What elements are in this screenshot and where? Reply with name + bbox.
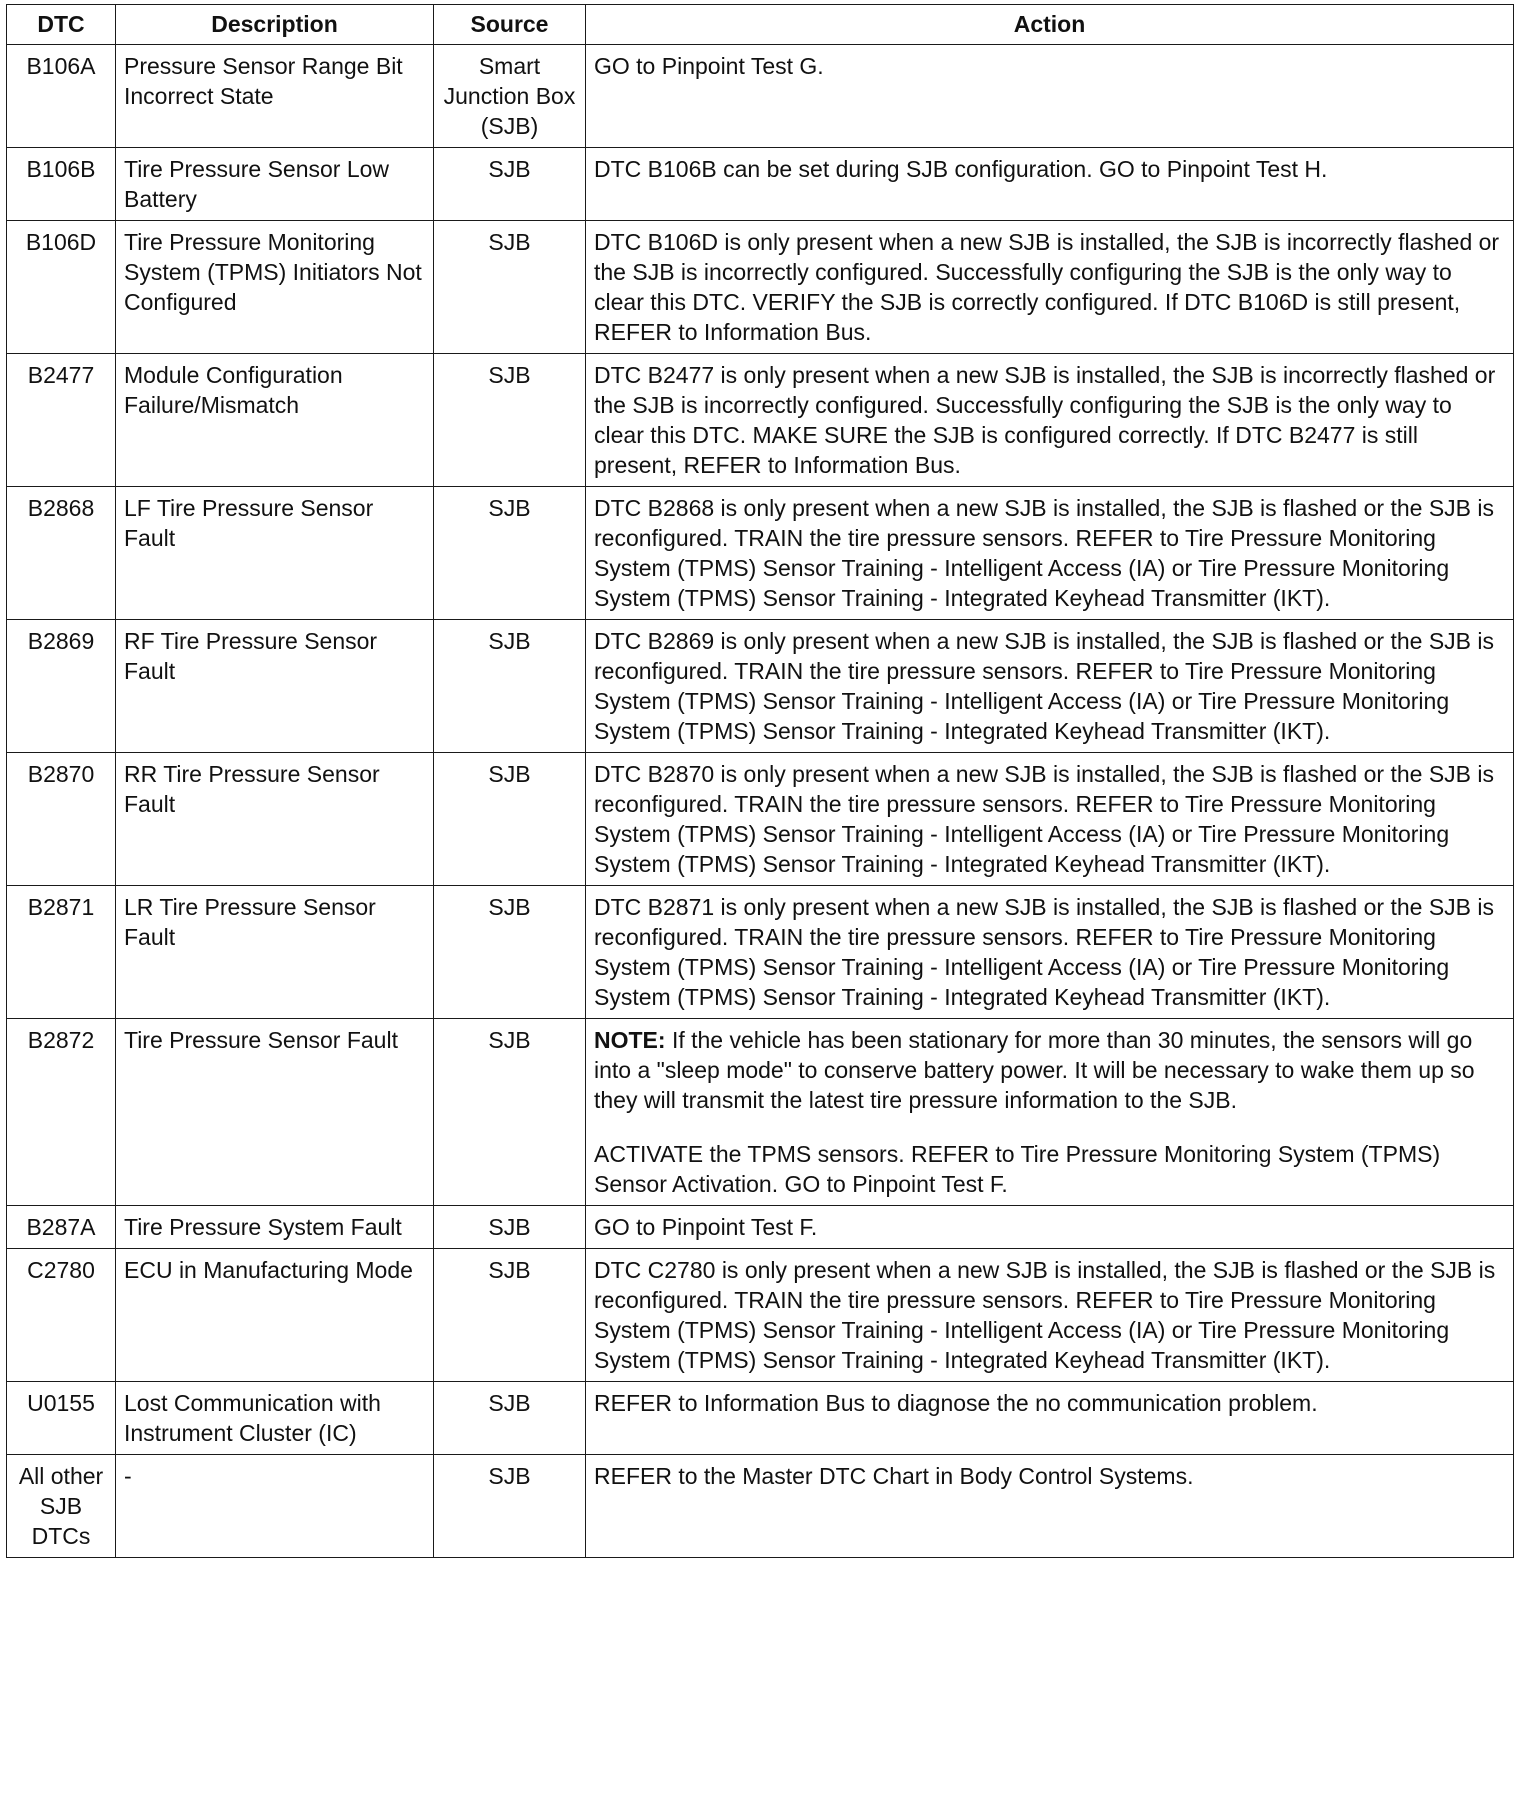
dtc-action: DTC B2868 is only present when a new SJB is installed, the SJB is flashed or the SJB is reconfigured. TRAIN the tire pressure sensors. REFER to Tire Pressure Monitoring System (TPMS) Sensor Training - Intelligent Access (IA) or Tire Pressure Monitoring System (TPMS) Sensor Training - Integrated Keyhead Transmitter (IKT). [586,487,1514,620]
dtc-description: RF Tire Pressure Sensor Fault [116,620,434,753]
dtc-source: SJB [434,753,586,886]
dtc-source: SJB [434,1206,586,1249]
dtc-code: B2871 [7,886,116,1019]
table-row [7,1206,1514,1249]
dtc-code: B106A [7,45,116,148]
dtc-action: REFER to the Master DTC Chart in Body Control Systems. [586,1455,1514,1558]
header-description: Description [116,5,434,45]
table-row [7,886,1514,1019]
dtc-source: SJB [434,1382,586,1455]
note-text: If the vehicle has been stationary for more than 30 minutes, the sensors will go into a "sleep mode" to conserve battery power. It will be necessary to wake them up so they will transmit the latest tire pressure information to the SJB. [594,1027,1475,1113]
dtc-source: SJB [434,487,586,620]
dtc-action: ACTIVATE the TPMS sensors. REFER to Tire Pressure Monitoring System (TPMS) Sensor Activation. GO to Pinpoint Test F. [594,1141,1441,1197]
table-row [7,1382,1514,1455]
dtc-code: B2870 [7,753,116,886]
table-row [7,1455,1514,1558]
dtc-description: Lost Communication with Instrument Cluster (IC) [116,1382,434,1455]
dtc-description: LR Tire Pressure Sensor Fault [116,886,434,1019]
dtc-code: B287A [7,1206,116,1249]
dtc-code: B2869 [7,620,116,753]
table-row [7,354,1514,487]
table-row [7,221,1514,354]
dtc-description: Tire Pressure Sensor Low Battery [116,148,434,221]
dtc-code: B2868 [7,487,116,620]
table-row [7,148,1514,221]
dtc-source: SJB [434,620,586,753]
dtc-source: SJB [434,1455,586,1558]
note-label: NOTE: [594,1027,666,1053]
dtc-description: Tire Pressure Monitoring System (TPMS) Initiators Not Configured [116,221,434,354]
dtc-description: Module Configuration Failure/Mismatch [116,354,434,487]
dtc-code: B2872 [7,1019,116,1206]
table-header [7,5,1514,45]
dtc-source: Smart Junction Box (SJB) [434,45,586,148]
dtc-action-cell [586,1019,1514,1206]
dtc-action: DTC B2869 is only present when a new SJB is installed, the SJB is flashed or the SJB is reconfigured. TRAIN the tire pressure sensors. REFER to Tire Pressure Monitoring System (TPMS) Sensor Training - Intelligent Access (IA) or Tire Pressure Monitoring System (TPMS) Sensor Training - Integrated Keyhead Transmitter (IKT). [586,620,1514,753]
dtc-action: GO to Pinpoint Test F. [586,1206,1514,1249]
dtc-description: ECU in Manufacturing Mode [116,1249,434,1382]
dtc-description: Tire Pressure System Fault [116,1206,434,1249]
dtc-source: SJB [434,148,586,221]
dtc-action: DTC B2871 is only present when a new SJB is installed, the SJB is flashed or the SJB is reconfigured. TRAIN the tire pressure sensors. REFER to Tire Pressure Monitoring System (TPMS) Sensor Training - Intelligent Access (IA) or Tire Pressure Monitoring System (TPMS) Sensor Training - Integrated Keyhead Transmitter (IKT). [586,886,1514,1019]
dtc-code: U0155 [7,1382,116,1455]
dtc-description: LF Tire Pressure Sensor Fault [116,487,434,620]
dtc-code: B106B [7,148,116,221]
table-row [7,1249,1514,1382]
dtc-description: RR Tire Pressure Sensor Fault [116,753,434,886]
header-source: Source [434,5,586,45]
dtc-source: SJB [434,886,586,1019]
dtc-action: DTC C2780 is only present when a new SJB is installed, the SJB is flashed or the SJB is reconfigured. TRAIN the tire pressure sensors. REFER to Tire Pressure Monitoring System (TPMS) Sensor Training - Intelligent Access (IA) or Tire Pressure Monitoring System (TPMS) Sensor Training - Integrated Keyhead Transmitter (IKT). [586,1249,1514,1382]
dtc-action: REFER to Information Bus to diagnose the no communication problem. [586,1382,1514,1455]
table-row [7,487,1514,620]
dtc-code: All other SJB DTCs [7,1455,116,1558]
dtc-action: DTC B106D is only present when a new SJB is installed, the SJB is incorrectly flashed or the SJB is incorrectly configured. Successfully configuring the SJB is the only way to clear this DTC. VERIFY the SJB is correctly configured. If DTC B106D is still present, REFER to Information Bus. [586,221,1514,354]
dtc-code: B106D [7,221,116,354]
dtc-source: SJB [434,1249,586,1382]
dtc-action: DTC B2870 is only present when a new SJB is installed, the SJB is flashed or the SJB is reconfigured. TRAIN the tire pressure sensors. REFER to Tire Pressure Monitoring System (TPMS) Sensor Training - Intelligent Access (IA) or Tire Pressure Monitoring System (TPMS) Sensor Training - Integrated Keyhead Transmitter (IKT). [586,753,1514,886]
dtc-source: SJB [434,354,586,487]
header-dtc: DTC [7,5,116,45]
dtc-description: Pressure Sensor Range Bit Incorrect State [116,45,434,148]
table-row [7,1019,1514,1206]
table-row [7,753,1514,886]
dtc-action: DTC B2477 is only present when a new SJB is installed, the SJB is incorrectly flashed or the SJB is incorrectly configured. Successfully configuring the SJB is the only way to clear this DTC. MAKE SURE the SJB is configured correctly. If DTC B2477 is still present, REFER to Information Bus. [586,354,1514,487]
dtc-description: Tire Pressure Sensor Fault [116,1019,434,1206]
dtc-source: SJB [434,1019,586,1206]
dtc-code: B2477 [7,354,116,487]
header-row [7,5,1514,45]
note-paragraph [594,1025,1505,1115]
table-row [7,45,1514,148]
dtc-source: SJB [434,221,586,354]
dtc-action: GO to Pinpoint Test G. [586,45,1514,148]
header-action: Action [586,5,1514,45]
dtc-description: - [116,1455,434,1558]
dtc-code: C2780 [7,1249,116,1382]
table-row [7,620,1514,753]
table-body [7,45,1514,1558]
dtc-action: DTC B106B can be set during SJB configuration. GO to Pinpoint Test H. [586,148,1514,221]
dtc-table [6,4,1514,1558]
